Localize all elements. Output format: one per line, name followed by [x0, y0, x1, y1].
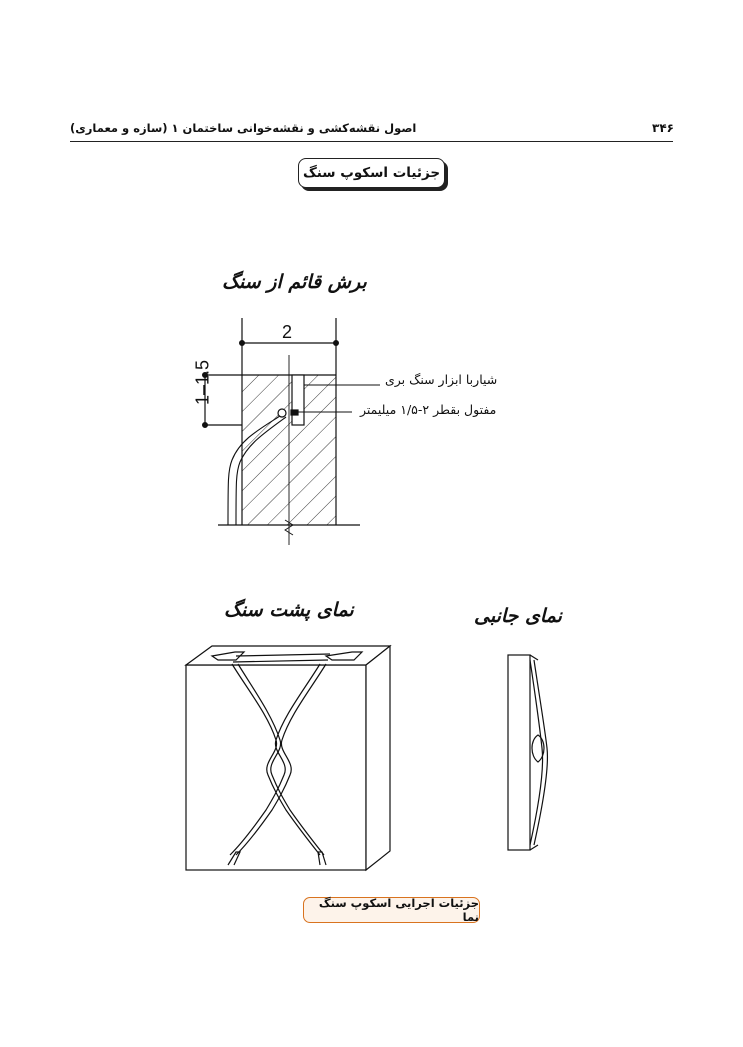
- wire-label: مفتول بقطر ۲-۱/۵ میلیمتر: [360, 402, 497, 417]
- dimension-width: 2: [282, 322, 293, 342]
- dimension-height: 1–1.5: [192, 359, 213, 406]
- figure-caption: جزئیات اجرایی اسکوپ سنگ نما: [303, 897, 480, 923]
- back-view-drawing: [186, 646, 390, 870]
- vertical-section-drawing: [203, 318, 380, 545]
- side-view-heading: نمای جانبی: [474, 605, 562, 627]
- page-number: ۳۴۶: [652, 121, 674, 135]
- running-title: اصول نقشه‌کشی و نقشه‌خوانی ساختمان ۱ (سازه و معماری): [70, 121, 417, 135]
- section-title: جزئیات اسکوپ سنگ: [298, 158, 445, 188]
- side-view-drawing: [508, 655, 547, 850]
- vertical-section-heading: برش قائم از سنگ: [222, 271, 367, 293]
- groove-label: شیاربا ابزار سنگ بری: [385, 372, 498, 387]
- back-view-heading: نمای پشت سنگ: [224, 599, 354, 621]
